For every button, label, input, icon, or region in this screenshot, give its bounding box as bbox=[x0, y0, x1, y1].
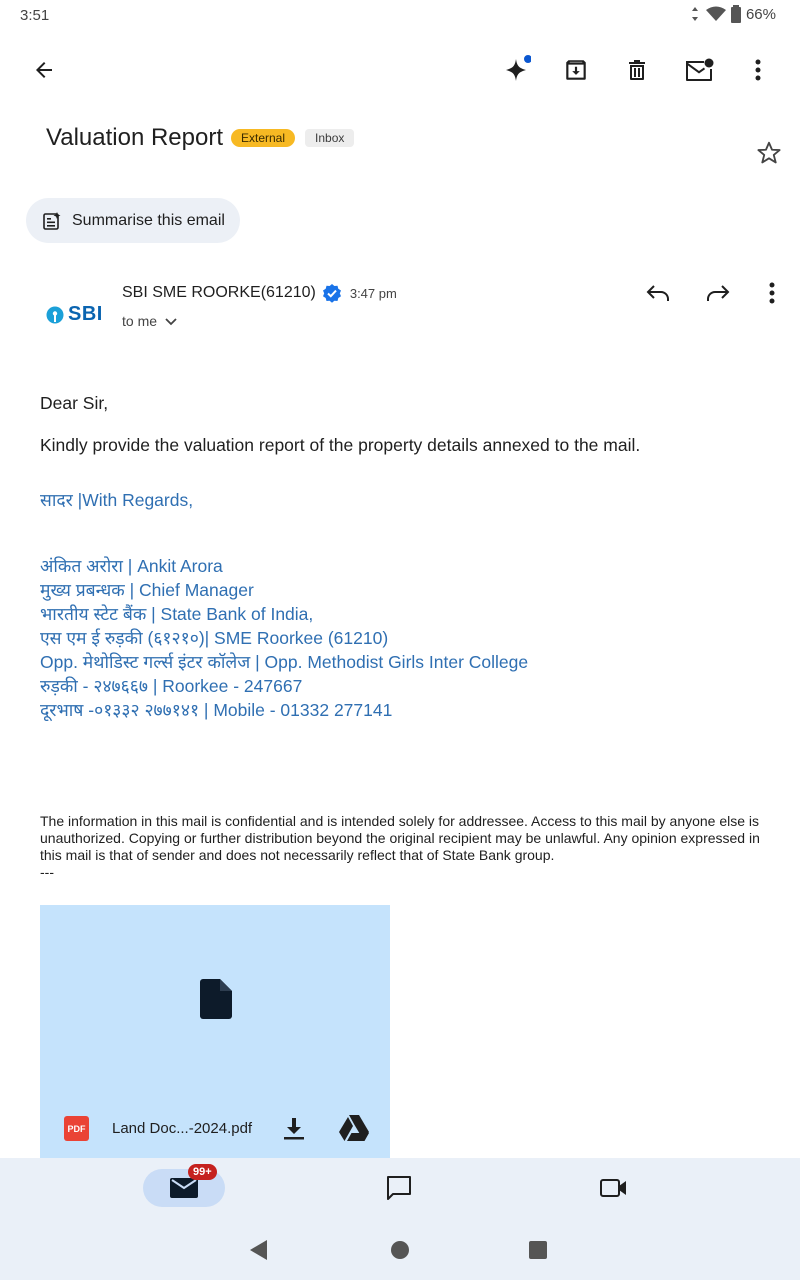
chevron-down-icon bbox=[163, 313, 179, 329]
sparkle-icon bbox=[501, 55, 531, 85]
signature-line: भारतीय स्टेट बैंक | State Bank of India, bbox=[40, 604, 314, 624]
archive-icon bbox=[563, 57, 589, 83]
file-icon bbox=[200, 979, 232, 1019]
message-more-button[interactable] bbox=[756, 276, 788, 310]
mail-icon bbox=[170, 1177, 198, 1199]
back-button[interactable] bbox=[26, 52, 62, 88]
verified-badge-icon bbox=[322, 283, 342, 303]
star-outline-icon bbox=[756, 140, 782, 166]
sent-time: 3:47 pm bbox=[349, 285, 397, 301]
signature-line: दूरभाष -०१३३२ २७७१४१ | Mobile - 01332 277141 bbox=[40, 700, 393, 720]
delete-icon bbox=[625, 57, 649, 83]
forward-icon bbox=[705, 282, 731, 304]
sender-avatar[interactable] bbox=[46, 303, 103, 326]
more-vert-icon bbox=[754, 58, 762, 82]
circle-home-icon bbox=[390, 1240, 410, 1260]
nav-chat[interactable] bbox=[380, 1170, 418, 1206]
square-recents-icon bbox=[528, 1240, 548, 1260]
signature-line: अंकित अरोरा | Ankit Arora bbox=[40, 556, 223, 576]
disclaimer-block bbox=[40, 813, 760, 881]
arrow-left-icon bbox=[32, 58, 56, 82]
attachment-filename: Land Doc...-2024.pdf bbox=[112, 1120, 253, 1137]
battery-percent: 66% bbox=[745, 5, 776, 23]
triangle-back-icon bbox=[249, 1239, 269, 1261]
sender-row[interactable] bbox=[122, 283, 397, 303]
signature-line: Opp. मेथोडिस्ट गर्ल्स इंटर कॉलेज | Opp. Methodist Girls Inter College bbox=[40, 652, 529, 672]
email-subject: Valuation Report bbox=[46, 124, 223, 151]
download-button[interactable] bbox=[278, 1112, 310, 1144]
email-greeting: Dear Sir, bbox=[40, 393, 109, 413]
signature-line: मुख्य प्रबन्धक | Chief Manager bbox=[40, 580, 254, 600]
signature-block bbox=[40, 554, 528, 722]
summarise-email-button[interactable] bbox=[26, 198, 240, 243]
star-button[interactable] bbox=[752, 136, 786, 170]
status-bar bbox=[0, 0, 800, 32]
recipients-toggle[interactable] bbox=[122, 313, 179, 329]
save-to-drive-button[interactable] bbox=[336, 1110, 372, 1146]
system-back-button[interactable] bbox=[244, 1236, 274, 1264]
subject-row bbox=[46, 124, 354, 152]
email-message: Kindly provide the valuation report of the property details annexed to the mail. bbox=[40, 435, 641, 455]
disclaimer-text: The information in this mail is confidential and is intended solely for addressee. Access to this mail by anyone else is unauthorized. Copying or further distribution beyond the original recipient may be unlawful. Any opinion expressed in this mail is that of sender and does not necessarily reflect that of State Bank group. bbox=[40, 813, 760, 863]
system-recents-button[interactable] bbox=[524, 1236, 552, 1264]
email-regards: सादर |With Regards, bbox=[40, 490, 194, 510]
pdf-type-label: PDF bbox=[67, 1123, 86, 1134]
mark-unread-button[interactable] bbox=[680, 52, 718, 88]
reply-icon bbox=[645, 282, 671, 304]
more-options-button[interactable] bbox=[740, 52, 776, 88]
gemini-button[interactable] bbox=[498, 52, 534, 88]
wifi-icon bbox=[706, 6, 726, 22]
mail-unread-badge: 99+ bbox=[188, 1164, 217, 1180]
drive-icon bbox=[338, 1114, 370, 1142]
delete-button[interactable] bbox=[619, 52, 655, 88]
video-camera-icon bbox=[599, 1177, 629, 1199]
system-home-button[interactable] bbox=[386, 1236, 414, 1264]
summarise-icon bbox=[42, 211, 62, 231]
signature-line: रुड़की - २४७६६७ | Roorkee - 247667 bbox=[40, 676, 303, 696]
more-vert-icon bbox=[768, 281, 776, 305]
data-arrows-icon bbox=[690, 6, 702, 22]
sbi-logo-text: SBI bbox=[68, 303, 103, 325]
archive-button[interactable] bbox=[558, 52, 594, 88]
status-icons bbox=[690, 5, 776, 23]
sbi-logo-icon bbox=[46, 306, 64, 324]
battery-icon bbox=[730, 5, 742, 23]
recipient-label: to me bbox=[122, 313, 158, 329]
signature-line: एस एम ई रुड़की (६१२१०)| SME Roorkee (61210) bbox=[40, 628, 389, 648]
reply-button[interactable] bbox=[640, 276, 676, 310]
sender-name: SBI SME ROORKE(61210) bbox=[122, 284, 316, 301]
chat-icon bbox=[385, 1174, 413, 1202]
pdf-type-icon bbox=[64, 1116, 89, 1141]
label-inbox[interactable]: Inbox bbox=[305, 129, 354, 147]
disclaimer-separator: --- bbox=[40, 864, 54, 880]
nav-meet[interactable] bbox=[594, 1170, 634, 1206]
mark-unread-icon bbox=[684, 57, 714, 83]
status-time: 3:51 bbox=[20, 7, 50, 24]
forward-button[interactable] bbox=[700, 276, 736, 310]
summarise-label: Summarise this email bbox=[72, 211, 225, 229]
download-icon bbox=[283, 1116, 305, 1140]
label-external: External bbox=[231, 129, 295, 147]
